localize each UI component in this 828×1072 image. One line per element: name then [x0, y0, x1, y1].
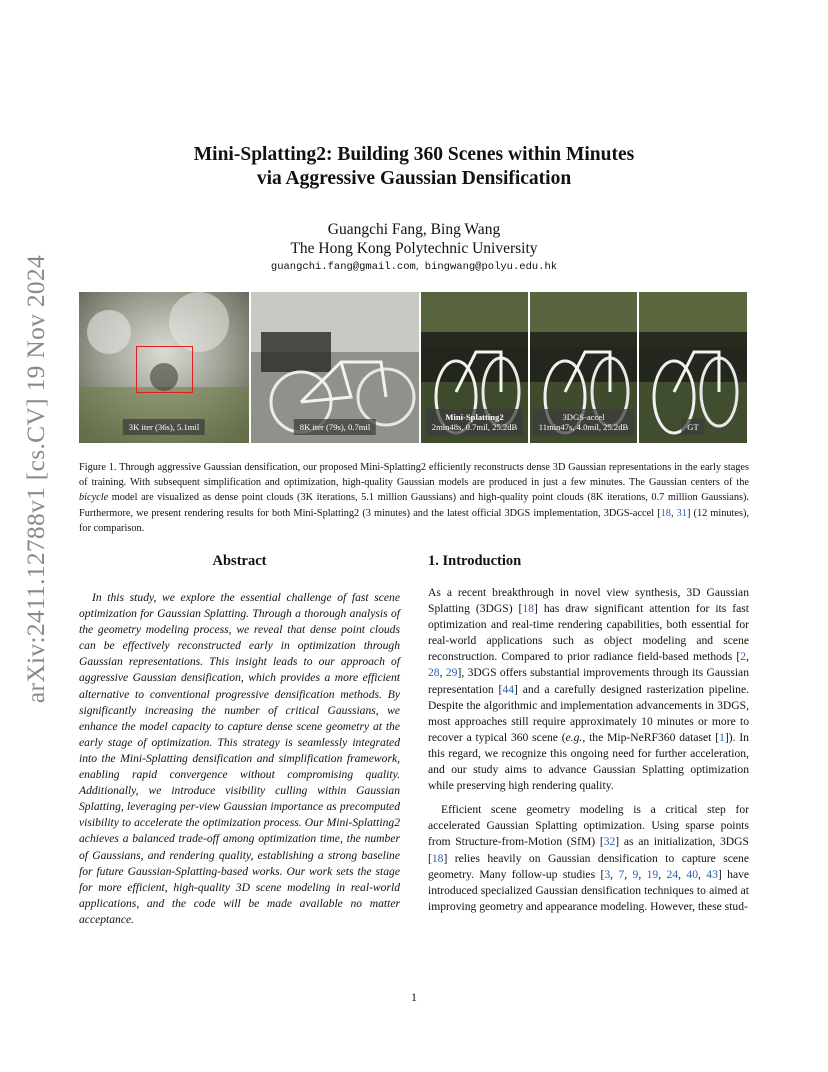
intro-paragraph-2: [428, 802, 749, 915]
citation-link[interactable]: 44: [502, 682, 515, 696]
citation-link[interactable]: 24: [666, 867, 679, 881]
citation-link[interactable]: 19: [646, 867, 659, 881]
intro-p1-text: ] has draw significant attention for its fast optimization and real-time rendering capabilities, both essential for real-world applications such as object modeling and scene reconstruction. Compared to prior radiance field-based methods [: [428, 602, 749, 664]
intro-p1-text: As a recent breakthrough in novel view synthesis, 3D Gaussian Splatting (3DGS) [: [428, 586, 749, 616]
citation-sep: ,: [746, 650, 749, 664]
caption-text-1: Figure 1. Through aggressive Gaussian densification, our proposed Mini-Splatting2 efficiently reconstructs dense 3D Gaussian representations in the early stages of training. With subsequent simplification and optimization, high-quality Gaussian models are produced in just a few minutes. The Gaussian centers of the: [79, 462, 749, 489]
panel-ground-truth: [639, 292, 747, 443]
citation-link[interactable]: 32: [603, 835, 616, 849]
paper-title: [120, 143, 708, 191]
panel-4-method: 3DGS-accel: [562, 412, 605, 422]
intro-p2-text: ] have introduced specialized Gaussian densification techniques to aimed at improving geometry and appearance modeling. However, these stud-: [428, 867, 750, 913]
intro-p1-text: ]). In this regard, we recognize this ongoing need for further acceleration, and our study aims to advance Gaussian Splatting optimization while preserving high rendering quality.: [428, 730, 749, 793]
intro-p2-text: ] as an initialization, 3DGS [: [428, 835, 749, 865]
zoom-region-box: [136, 346, 193, 393]
affiliation: The Hong Kong Polytechnic University: [290, 240, 538, 257]
citation-link[interactable]: 7: [618, 867, 625, 881]
citation-sep: ,: [610, 867, 619, 881]
author-block: [120, 220, 708, 258]
introduction-heading: 1. Introduction: [428, 553, 522, 569]
citation-link[interactable]: 2: [740, 650, 747, 664]
intro-p1-text: ], 3DGS offers substantial improvements through its Gaussian representation [: [428, 666, 750, 696]
author-names: Guangchi Fang, Bing Wang: [327, 221, 501, 238]
panel-pointcloud-quality: [251, 292, 419, 443]
citation-sep: ,: [439, 666, 446, 680]
arxiv-watermark: [14, 254, 58, 704]
caption-text-2: model are visualized as dense point clouds (3K iterations, 5.1 million Gaussians) and high-quality point clouds (8K iterations, 0.7 million Gaussians). Furthermore, we present rendering results for both Mini-Splatting2 (3 minutes) and the latest official 3DGS implementation, 3DGS-accel [: [79, 492, 749, 519]
panel-1-caption: 3K iter (36s), 5.1mil: [128, 422, 200, 432]
intro-p1-italic: e.g.: [565, 730, 583, 744]
title-line-2: via Aggressive Gaussian Densification: [256, 168, 572, 189]
figure-1-caption: [79, 460, 749, 536]
panel-3-stats: 2min48s, 0.7mil, 25.2dB: [431, 422, 518, 432]
caption-italic-bicycle: bicycle: [79, 492, 109, 504]
caption-text-3: ] (12 minutes), for comparison.: [79, 507, 749, 534]
panel-2-label: [294, 419, 376, 435]
citation-link[interactable]: 3: [604, 867, 611, 881]
page-number: 1: [411, 990, 417, 1004]
panel-pointcloud-dense: [79, 292, 249, 443]
citation-link[interactable]: 31: [676, 507, 687, 519]
intro-p1-text: ] and a carefully designed rasterization pipeline. Despite the algorithmic and implementation advancements in 3DGS, most approaches still require approximately 10 minutes or more to recover a typical 360 scene (: [428, 682, 749, 744]
citation-sep: ,: [678, 867, 687, 881]
arxiv-identifier: arXiv:2411.12788v1 [cs.CV] 19 Nov 2024: [21, 254, 50, 704]
email-separator: ,: [415, 261, 419, 272]
citation-link[interactable]: 9: [632, 867, 639, 881]
panel-3-method: [432, 412, 517, 422]
intro-p2-text: ] relies heavily on Gaussian densification to capture scene geometry. Many follow-up studies [: [428, 851, 749, 881]
citation-sep: ,: [658, 867, 667, 881]
panel-4-label: [533, 409, 634, 435]
panel-3-label: [426, 409, 523, 435]
citation-link[interactable]: 43: [706, 867, 718, 881]
email-line: [120, 261, 708, 273]
citation-link[interactable]: 18: [431, 851, 444, 865]
citation-sep: ,: [698, 867, 707, 881]
citation-sep: ,: [638, 867, 647, 881]
panel-5-label: [681, 419, 704, 435]
citation-link[interactable]: 18: [660, 507, 671, 519]
panel-mini-splatting2: [421, 292, 528, 443]
panel-5-caption: GT: [687, 422, 699, 432]
title-line-1: Mini-Splatting2: Building 360 Scenes within Minutes: [193, 144, 635, 165]
citation-sep: ,: [624, 867, 633, 881]
citation-link[interactable]: 1: [719, 730, 725, 744]
panel-3-method-name: Mini-Splatting2: [445, 412, 504, 422]
introduction-body: [428, 585, 749, 923]
citation-link[interactable]: 40: [686, 867, 698, 881]
panel-1-label: [123, 419, 205, 435]
email-1[interactable]: guangchi.fang@gmail.com: [270, 261, 416, 273]
panel-4-stats: 11min47s, 4.0mil, 25.2dB: [538, 422, 629, 432]
intro-p2-text: Efficient scene geometry modeling is a critical step for accelerated Gaussian Splatting optimization. Using sparse points from Structure-from-Motion (SfM) [: [428, 803, 749, 849]
panel-2-caption: 8K iter (79s), 0.7mil: [299, 422, 371, 432]
citation-link[interactable]: 18: [522, 602, 534, 616]
caption-sep: ,: [670, 507, 677, 519]
intro-paragraph-1: [428, 585, 749, 794]
figure-1-teaser: [79, 292, 747, 443]
citation-link[interactable]: 28: [428, 666, 440, 680]
panel-3dgs-accel: [530, 292, 637, 443]
intro-p1-text: , the Mip-NeRF360 dataset [: [582, 730, 720, 744]
citation-link[interactable]: 29: [445, 666, 458, 680]
email-2[interactable]: bingwang@polyu.edu.hk: [424, 261, 558, 273]
abstract-body: In this study, we explore the essential challenge of fast scene optimization for Gaussian Splatting. Through a thorough analysis of the geometry modeling process, we reveal that dense point clouds can be effectively reconstructed early in optimization through Gaussian representations. This insight leads to our approach of aggressive Gaussian densification, which provides a more efficient alternative to conventional progressive densification methods. By significantly increasing the number of critical Gaussians, we enhance the model capacity to capture dense scene geometry at the early stage of optimization. This strategy is seamlessly integrated into the Mini-Splatting densification and simplification framework, enabling rapid convergence without compromising quality. Additionally, we introduce visibility culling within Gaussian Splatting, leveraging per-view Gaussian importance as precomputed visibility to accelerate the optimization process. Our Mini-Splatting2 achieves a balanced trade-off among optimization time, the number of Gaussians, and rendering quality, establishing a strong baseline for future Gaussian-Splatting-based works. Our work sets the stage for more efficient, high-quality 3D scene modeling in real-world applications, and the code will be made available no matter acceptance.: [79, 591, 400, 926]
abstract-heading: Abstract: [212, 553, 267, 569]
